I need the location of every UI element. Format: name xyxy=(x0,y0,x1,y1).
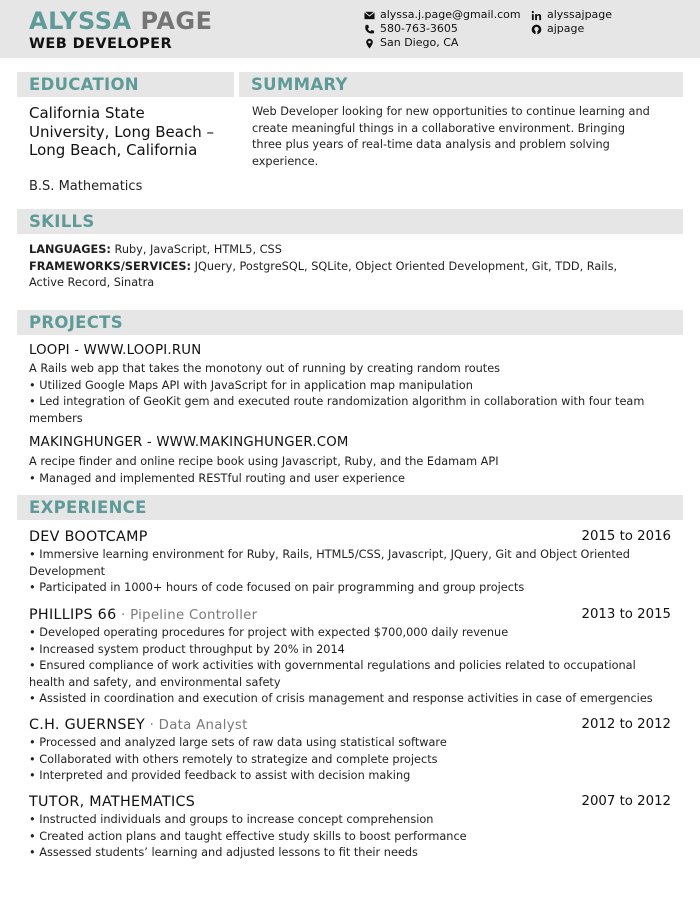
job-bullet: • Instructed individuals and groups to increase concept comprehension xyxy=(29,812,669,829)
job-bullet: • Ensured compliance of work activities with governmental regulations and policies related to occupational health and safety, and environmental safety xyxy=(29,658,669,691)
email-row[interactable] xyxy=(364,8,521,22)
candidate-name xyxy=(29,6,213,36)
education-section-header xyxy=(17,72,234,97)
job-dates: 2013 to 2015 xyxy=(581,607,671,622)
job-bullet: • Collaborated with others remotely to strategize and complete projects xyxy=(29,752,669,769)
skills-heading: SKILLS xyxy=(29,212,95,231)
linkedin-text[interactable]: alyssajpage xyxy=(547,8,613,21)
location-text: San Diego, CA xyxy=(380,36,459,49)
linkedin-icon xyxy=(531,10,542,21)
location-row xyxy=(364,36,521,50)
languages-line xyxy=(29,242,629,259)
phone-icon xyxy=(364,24,375,35)
job-dates: 2012 to 2012 xyxy=(581,717,671,732)
job-bullet: • Immersive learning environment for Ruby, Rails, HTML5/CSS, Javascript, JQuery, Git and Object Oriented Development xyxy=(29,547,669,580)
project-details xyxy=(29,361,669,427)
project-title: LOOPI - WWW.LOOPI.RUN xyxy=(29,343,202,358)
experience-heading: EXPERIENCE xyxy=(29,498,147,517)
project-title: MAKINGHUNGER - WWW.MAKINGHUNGER.COM xyxy=(29,435,349,450)
github-icon xyxy=(531,24,542,35)
github-row[interactable] xyxy=(531,22,612,36)
project-details xyxy=(29,454,669,487)
frameworks-label: FRAMEWORKS/SERVICES: xyxy=(29,259,192,273)
job-dates: 2015 to 2016 xyxy=(581,529,671,544)
linkedin-row[interactable] xyxy=(531,8,612,22)
job-company xyxy=(29,528,148,546)
skills-list xyxy=(29,242,629,292)
project-bullet: • Led integration of GeoKit gem and executed route randomization algorithm in collaboration with four team members xyxy=(29,394,669,427)
job-company: C.H. GUERNSEY · Data Analyst xyxy=(29,717,248,733)
company-name: DEV BOOTCAMP xyxy=(29,529,148,545)
company-name: TUTOR, MATHEMATICS xyxy=(29,794,196,810)
education-heading: EDUCATION xyxy=(29,75,139,94)
job-bullets xyxy=(29,735,669,785)
skills-section-header xyxy=(17,209,683,234)
map-pin-icon xyxy=(364,38,375,49)
job-company xyxy=(29,793,195,811)
github-text[interactable]: ajpage xyxy=(547,22,585,35)
degree: B.S. Mathematics xyxy=(29,179,143,194)
summary-text: Web Developer looking for new opportunities to continue learning and create meaningful things in a collaborative environment. Bringing three plus years of real-time data analysis and problem solving experience. xyxy=(252,105,650,168)
projects-section-header xyxy=(17,310,683,335)
frameworks-value: JQuery, PostgreSQL, SQLite, Object Oriented Development, Git, TDD, Rails, Active Record, Sinatra xyxy=(29,259,618,289)
job-position: Data Analyst xyxy=(158,718,248,733)
job-bullet: • Increased system product throughput by 20% in 2014 xyxy=(29,642,669,659)
school-name: California State University, Long Beach – Long Beach, California xyxy=(29,104,215,159)
resume-header xyxy=(0,0,700,58)
first-name: ALYSSA xyxy=(29,7,132,35)
experience-section-header xyxy=(17,495,683,520)
project-description: A Rails web app that takes the monotony out of running by creating random routes xyxy=(29,362,501,375)
project-bullet: • Utilized Google Maps API with JavaScript for in application map manipulation xyxy=(29,378,669,395)
phone-row xyxy=(364,22,521,36)
phone-text: 580-763-3605 xyxy=(380,22,458,35)
languages-label: LANGUAGES: xyxy=(29,243,111,256)
job-bullet: • Interpreted and provided feedback to assist with decision making xyxy=(29,768,669,785)
contact-info xyxy=(364,8,521,50)
project-bullet: • Managed and implemented RESTful routing and user experience xyxy=(29,471,669,488)
summary-heading: SUMMARY xyxy=(251,75,348,94)
envelope-icon xyxy=(364,10,375,21)
languages-value: Ruby, JavaScript, HTML5, CSS xyxy=(110,243,282,256)
company-name: C.H. GUERNSEY xyxy=(29,717,146,733)
frameworks-line xyxy=(29,259,629,292)
projects-heading: PROJECTS xyxy=(29,313,123,332)
job-position: Pipeline Controller xyxy=(130,608,258,623)
project-description: A recipe finder and online recipe book using Javascript, Ruby, and the Edamam API xyxy=(29,455,499,468)
job-bullets xyxy=(29,547,669,597)
email-text[interactable]: alyssa.j.page@gmail.com xyxy=(380,8,521,21)
summary-section-header xyxy=(239,72,683,97)
job-bullet: • Processed and analyzed large sets of raw data using statistical software xyxy=(29,735,669,752)
job-bullets xyxy=(29,812,669,862)
job-bullet: • Participated in 1000+ hours of code focused on pair programming and group projects xyxy=(29,580,669,597)
job-bullet: • Created action plans and taught effective study skills to boost performance xyxy=(29,829,669,846)
last-name: PAGE xyxy=(140,7,213,35)
job-company: PHILLIPS 66 · Pipeline Controller xyxy=(29,607,258,623)
social-info xyxy=(531,8,612,36)
job-role: WEB DEVELOPER xyxy=(29,36,173,52)
job-bullet: • Assisted in coordination and execution of crisis management and response activities in case of emergencies xyxy=(29,691,669,708)
job-bullet: • Assessed students’ learning and adjusted lessons to fit their needs xyxy=(29,845,669,862)
job-bullet: • Developed operating procedures for project with expected $700,000 daily revenue xyxy=(29,625,669,642)
company-name: PHILLIPS 66 xyxy=(29,607,117,623)
job-dates: 2007 to 2012 xyxy=(581,794,671,809)
job-bullets xyxy=(29,625,669,708)
